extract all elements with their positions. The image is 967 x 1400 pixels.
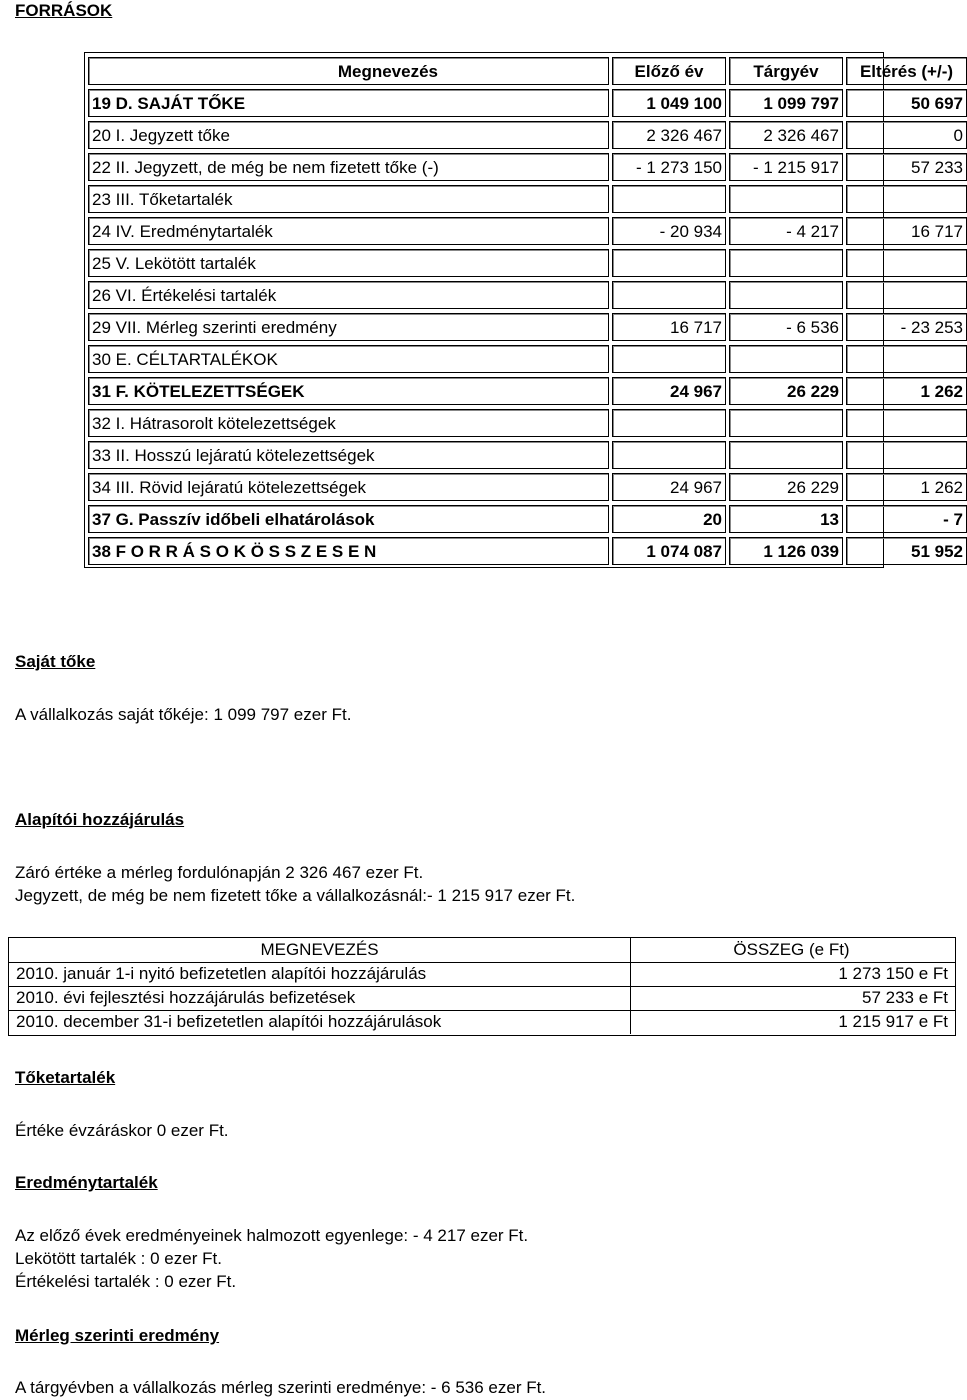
row-prev-value: 16 717: [612, 313, 726, 341]
row-difference: 1 262: [846, 473, 967, 501]
header-diff: Eltérés (+/-): [846, 57, 967, 85]
row-current-value: [729, 409, 843, 437]
row-prev-value: [612, 441, 726, 469]
balance-result-title: Mérleg szerinti eredmény: [15, 1326, 220, 1345]
row-current-value: [729, 441, 843, 469]
row-name: 32 I. Hátrasorolt kötelezettségek: [88, 409, 609, 437]
header-cur: Tárgyév: [729, 57, 843, 85]
balance-row: [85, 377, 963, 405]
balance-row: [85, 409, 883, 437]
row-prev-value: 1 074 087: [612, 537, 726, 565]
row-prev-value: [612, 281, 726, 309]
row-difference: [846, 345, 967, 373]
row-prev-value: [612, 345, 726, 373]
contribution-row: [9, 986, 955, 1010]
capital-reserve-text: Értéke évzáráskor 0 ezer Ft.: [15, 1121, 229, 1140]
contribution-row: [9, 962, 955, 986]
balance-row: [85, 345, 883, 373]
row-name: 19 D. SAJÁT TŐKE: [88, 89, 609, 117]
row-current-value: 13: [729, 505, 843, 533]
row-name: 30 E. CÉLTARTALÉKOK: [88, 345, 609, 373]
balance-row: [85, 505, 963, 533]
retained-earnings-title: Eredménytartalék: [15, 1173, 158, 1192]
row-prev-value: 24 967: [612, 377, 726, 405]
contribution-name: 2010. december 31-i befizetetlen alapítói hozzájárulások: [16, 1012, 442, 1031]
balance-row: [85, 89, 963, 117]
balance-row: [85, 281, 883, 309]
row-name: 37 G. Passzív időbeli elhatárolások: [88, 505, 609, 533]
contribution-row: [9, 1010, 955, 1034]
row-prev-value: [612, 185, 726, 213]
row-current-value: [729, 185, 843, 213]
retained-earnings-text-2: Lekötött tartalék : 0 ezer Ft.: [15, 1249, 222, 1268]
row-current-value: 26 229: [729, 377, 843, 405]
row-name: 33 II. Hosszú lejáratú kötelezettségek: [88, 441, 609, 469]
row-prev-value: [612, 409, 726, 437]
contribution-value: 1 273 150 e Ft: [838, 964, 948, 983]
row-difference: 51 952: [846, 537, 967, 565]
contribution-name: 2010. január 1-i nyitó befizetetlen alapítói hozzájárulás: [16, 964, 427, 983]
row-name: 31 F. KÖTELEZETTSÉGEK: [88, 377, 609, 405]
contribution-header-row: [9, 938, 955, 962]
row-current-value: [729, 281, 843, 309]
row-difference: - 23 253: [846, 313, 967, 341]
row-difference: [846, 441, 967, 469]
contribution-value: 57 233 e Ft: [861, 988, 948, 1007]
balance-row: [85, 185, 883, 213]
contribution-name: 2010. évi fejlesztési hozzájárulás befizetések: [16, 988, 356, 1007]
balance-row: [85, 217, 963, 245]
row-difference: [846, 281, 967, 309]
balance-row: [85, 473, 963, 501]
row-prev-value: 20: [612, 505, 726, 533]
row-current-value: [729, 249, 843, 277]
balance-table: [84, 52, 963, 568]
balance-row: [85, 153, 963, 181]
balance-row: [85, 121, 963, 149]
founder-text-1: Záró értéke a mérleg fordulónapján 2 326 467 ezer Ft.: [15, 863, 424, 882]
retained-earnings-text-1: Az előző évek eredményeinek halmozott egyenlege: - 4 217 ezer Ft.: [15, 1226, 529, 1245]
row-name: 23 III. Tőketartalék: [88, 185, 609, 213]
founder-title: Alapítói hozzájárulás: [15, 810, 185, 829]
equity-text: A vállalkozás saját tőkéje: 1 099 797 ezer Ft.: [15, 705, 352, 724]
row-difference: 0: [846, 121, 967, 149]
contribution-header-value: ÖSSZEG (e Ft): [733, 940, 850, 959]
capital-reserve-title: Tőketartalék: [15, 1068, 116, 1087]
balance-row: [85, 537, 963, 565]
balance-header-row: [85, 57, 954, 85]
row-name: 24 IV. Eredménytartalék: [88, 217, 609, 245]
header-name: Megnevezés: [88, 57, 609, 85]
row-prev-value: 1 049 100: [612, 89, 726, 117]
row-current-value: - 4 217: [729, 217, 843, 245]
contribution-header-name: MEGNEVEZÉS: [260, 940, 379, 959]
row-difference: - 7: [846, 505, 967, 533]
header-prev: Előző év: [612, 57, 726, 85]
page-title: FORRÁSOK: [15, 1, 113, 20]
row-current-value: 1 099 797: [729, 89, 843, 117]
row-name: 26 VI. Értékelési tartalék: [88, 281, 609, 309]
row-difference: 1 262: [846, 377, 967, 405]
row-name: 34 III. Rövid lejáratú kötelezettségek: [88, 473, 609, 501]
row-difference: 50 697: [846, 89, 967, 117]
balance-row: [85, 313, 963, 341]
row-prev-value: 2 326 467: [612, 121, 726, 149]
balance-row: [85, 249, 883, 277]
row-prev-value: - 20 934: [612, 217, 726, 245]
row-current-value: 1 126 039: [729, 537, 843, 565]
row-current-value: - 6 536: [729, 313, 843, 341]
row-name: 25 V. Lekötött tartalék: [88, 249, 609, 277]
row-difference: 57 233: [846, 153, 967, 181]
row-current-value: [729, 345, 843, 373]
balance-row: [85, 441, 883, 469]
balance-result-text: A tárgyévben a vállalkozás mérleg szerinti eredménye: - 6 536 ezer Ft.: [15, 1378, 547, 1397]
row-current-value: 26 229: [729, 473, 843, 501]
row-name: 29 VII. Mérleg szerinti eredmény: [88, 313, 609, 341]
row-difference: [846, 249, 967, 277]
row-difference: 16 717: [846, 217, 967, 245]
row-difference: [846, 185, 967, 213]
row-name: 22 II. Jegyzett, de még be nem fizetett tőke (-): [88, 153, 609, 181]
equity-title: Saját tőke: [15, 652, 96, 671]
row-current-value: - 1 215 917: [729, 153, 843, 181]
row-prev-value: 24 967: [612, 473, 726, 501]
row-name: 38 F O R R Á S O K Ö S S Z E S E N: [88, 537, 609, 565]
retained-earnings-text-3: Értékelési tartalék : 0 ezer Ft.: [15, 1272, 237, 1291]
row-difference: [846, 409, 967, 437]
row-prev-value: - 1 273 150: [612, 153, 726, 181]
row-prev-value: [612, 249, 726, 277]
founder-text-2: Jegyzett, de még be nem fizetett tőke a vállalkozásnál:- 1 215 917 ezer Ft.: [15, 886, 576, 905]
row-name: 20 I. Jegyzett tőke: [88, 121, 609, 149]
contribution-value: 1 215 917 e Ft: [838, 1012, 948, 1031]
row-current-value: 2 326 467: [729, 121, 843, 149]
contribution-table: [8, 937, 956, 1036]
